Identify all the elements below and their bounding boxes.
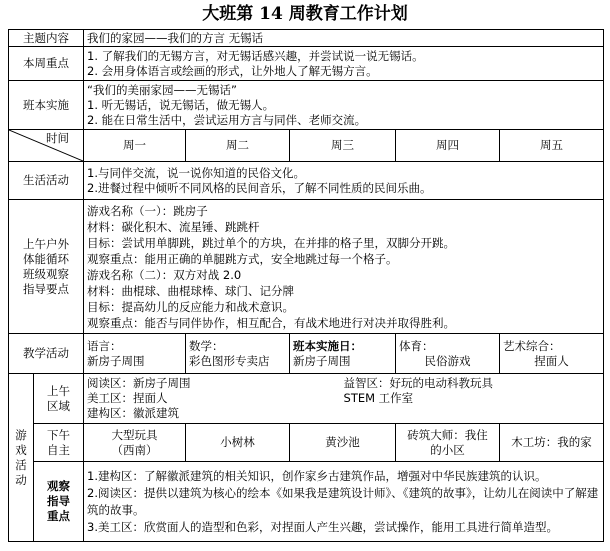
- class-impl-line: 2. 能在日常生活中，尝试运用方言与同伴、老师交流。: [87, 112, 367, 127]
- life-line: 2.进餐过程中倾听不同风格的民间音乐，了解不同性质的民间乐曲。: [87, 180, 432, 195]
- time-label: 时间: [46, 131, 69, 145]
- class-impl-row: [9, 81, 604, 130]
- afternoon-item-line: 小树林: [220, 435, 255, 449]
- observe-label: [34, 462, 84, 542]
- day-wednesday: 周三: [290, 130, 396, 162]
- teaching-item-art: [500, 334, 604, 374]
- page-title: 大班第 14 周教育工作计划: [202, 4, 408, 24]
- day-friday: 周五: [500, 130, 604, 162]
- focus-line: 1. 了解我们的无锡方言，对无锡话感兴趣，并尝试说一说无锡话。: [87, 48, 424, 63]
- theme-value: 我们的家园——我们的方言 无锡话: [84, 30, 604, 47]
- focus-label: 本周重点: [9, 47, 84, 81]
- teaching-head: 艺术综合：: [503, 338, 561, 353]
- observe-line: 1.建构区：了解徽派建筑的相关知识，创作家乡古建筑作品，增强对中华民族建筑的认识。: [87, 468, 547, 483]
- game-label-char: 动: [15, 472, 27, 487]
- class-impl-line: 1. 听无锡话，说无锡话，做无锡人。: [87, 97, 275, 112]
- teaching-body: 民俗游戏: [424, 353, 471, 368]
- focus-row: [9, 47, 604, 81]
- outdoor-label: [9, 200, 84, 334]
- time-header-cell: [9, 130, 84, 162]
- outdoor-line: 游戏名称（二）：双方对战 2.0: [87, 267, 242, 282]
- time-header-row: [9, 130, 604, 162]
- afternoon-item-line: （西南）: [111, 442, 158, 457]
- teaching-head: 体育：: [399, 338, 434, 353]
- outdoor-line: 材料：曲棍球、曲棍球棒、球门、记分牌: [87, 283, 294, 298]
- outdoor-label-line: 上午户外: [23, 236, 69, 251]
- teaching-item-class-day: [290, 334, 396, 374]
- day-thursday: 周四: [396, 130, 500, 162]
- teaching-body: 新房子周围: [87, 353, 145, 368]
- day-monday: 周一: [84, 130, 186, 162]
- teaching-item-math: [186, 334, 290, 374]
- outdoor-label-line: 班级观察: [23, 266, 69, 281]
- afternoon-label-line: 自主: [47, 442, 70, 457]
- life-content: [84, 162, 604, 200]
- afternoon-item-line: 的小区: [430, 442, 465, 457]
- afternoon-label: [34, 424, 84, 462]
- observe-label-line: 指导: [47, 494, 70, 508]
- morning-left: [87, 376, 344, 421]
- outdoor-line: 目标：尝试用单脚跳，跳过单个的方块，在并排的格子里，双脚分开跳。: [87, 235, 455, 250]
- teaching-body: 捏面人: [534, 353, 569, 368]
- afternoon-item-big-toys: [84, 424, 186, 462]
- observe-content: [84, 462, 604, 542]
- outdoor-row: [9, 200, 604, 334]
- outdoor-content: [84, 200, 604, 334]
- afternoon-label-line: 下午: [47, 427, 70, 442]
- observe-label-line: 重点: [47, 509, 70, 523]
- life-row: [9, 162, 604, 200]
- class-impl-line: “我们的美丽家园——无锡话”: [87, 82, 237, 97]
- class-impl-content: [84, 81, 604, 130]
- teaching-item-language: [84, 334, 186, 374]
- teaching-head: 数学：: [189, 338, 224, 353]
- day-tuesday: 周二: [186, 130, 290, 162]
- morning-label-line: 区域: [47, 398, 70, 413]
- theme-row: [9, 30, 604, 47]
- morning-item: 建构区：徽派建筑: [87, 406, 179, 420]
- observe-label-line: 观察: [47, 479, 70, 493]
- theme-label: 主题内容: [9, 30, 84, 47]
- game-observe-row: [9, 462, 604, 542]
- teaching-label: 教学活动: [9, 334, 84, 374]
- morning-item: 美工区：捏面人: [87, 391, 168, 405]
- focus-content: [84, 47, 604, 81]
- game-label-char: 游: [15, 427, 27, 442]
- class-impl-label: 班本实施: [9, 81, 84, 130]
- afternoon-item-line: 砖筑大师：我住: [407, 427, 488, 442]
- life-label: 生活活动: [9, 162, 84, 200]
- life-line: 1.与同伴交流，说一说你知道的民俗文化。: [87, 165, 305, 180]
- teaching-item-pe: [396, 334, 500, 374]
- morning-item: 益智区：好玩的电动科教玩具: [343, 376, 494, 390]
- outdoor-line: 游戏名称（一）：跳房子: [87, 203, 208, 218]
- outdoor-label-line: 体能循环: [23, 251, 69, 266]
- observe-line: 3.美工区：欣赏面人的造型和色彩，对捏面人产生兴趣，尝试操作，能用工具进行简单造型。: [87, 519, 558, 534]
- game-label-char: 戏: [15, 442, 27, 457]
- teaching-head: 班本实施日：: [293, 338, 362, 353]
- morning-item: 阅读区：新房子周围: [87, 376, 191, 390]
- teaching-body: 新房子周围: [293, 353, 351, 368]
- morning-label-line: 上午: [47, 383, 70, 398]
- afternoon-item-sandpit: [290, 424, 396, 462]
- afternoon-item-woodwork: [500, 424, 604, 462]
- game-morning-row: [9, 374, 604, 424]
- outdoor-line: 目标：提高幼儿的反应能力和战术意识。: [87, 299, 294, 314]
- game-label-char: 活: [15, 457, 27, 472]
- morning-label: [34, 374, 84, 424]
- afternoon-item-grove: [186, 424, 290, 462]
- outdoor-line: 材料：碳化积木、流星锤、跳跳杆: [87, 219, 260, 234]
- afternoon-item-line: 大型玩具: [111, 427, 158, 442]
- plan-table: [8, 29, 604, 542]
- teaching-row: [9, 334, 604, 374]
- observe-line: 2.阅读区：提供以建筑为核心的绘本《如果我是建筑设计师》、《建筑的故事》，让幼儿在阅读中了解建筑的故事。: [87, 485, 599, 517]
- teaching-body: 彩色图形专卖店: [189, 353, 270, 368]
- afternoon-item-line: 木工坊：我的家: [511, 435, 592, 449]
- morning-item: STEM 工作室: [343, 391, 414, 405]
- afternoon-item-brick-master: [396, 424, 500, 462]
- focus-line: 2. 会用身体语言或绘画的形式，让外地人了解无锡方言。: [87, 63, 378, 78]
- game-label: [9, 374, 34, 542]
- outdoor-line: 观察重点：能用正确的单腿跳方式，安全地跳过每一个格子。: [87, 251, 398, 266]
- afternoon-item-line: 黄沙池: [325, 435, 360, 449]
- outdoor-label-line: 指导要点: [23, 281, 69, 296]
- game-afternoon-row: [9, 424, 604, 462]
- outdoor-line: 观察重点：能否与同伴协作，相互配合，有战术地进行对决并取得胜利。: [87, 315, 455, 330]
- teaching-head: 语言：: [87, 338, 122, 353]
- morning-right: [344, 376, 601, 421]
- morning-content: [84, 374, 604, 424]
